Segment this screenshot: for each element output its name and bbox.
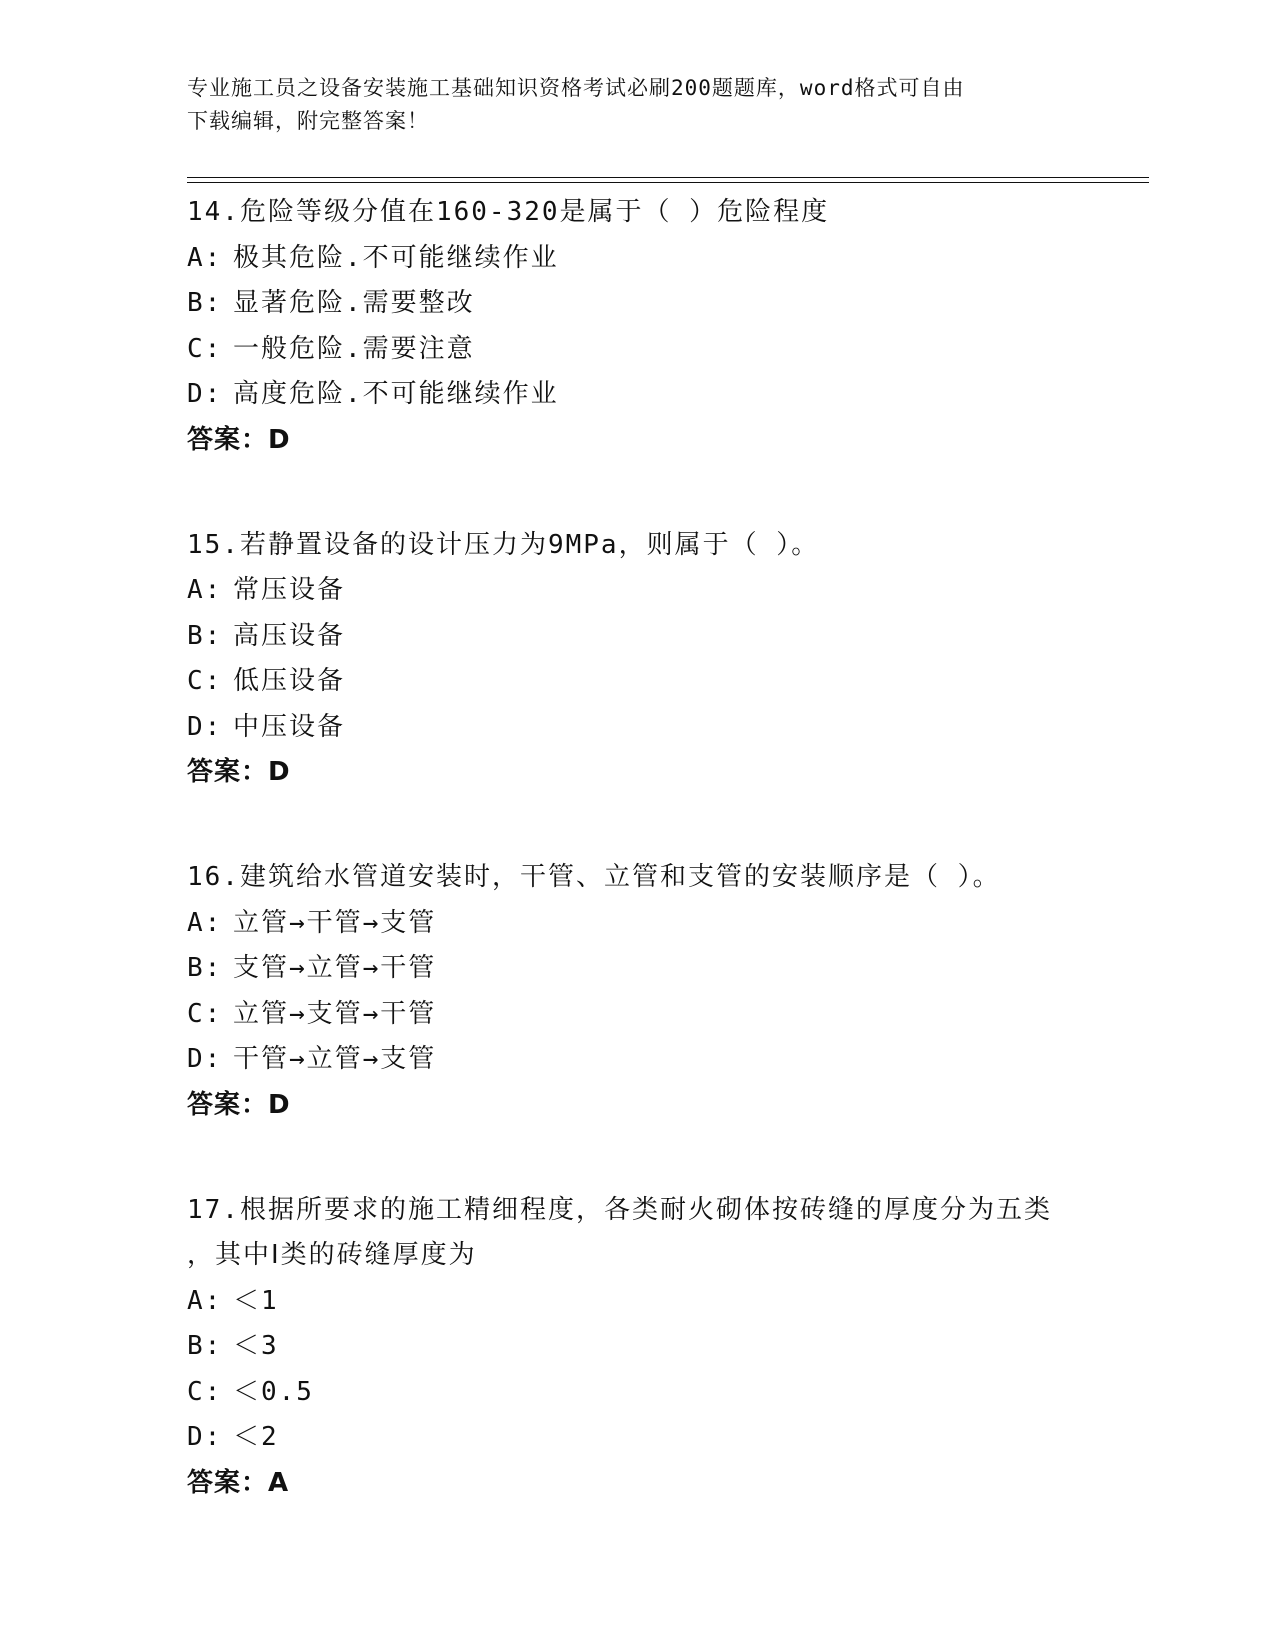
option-letter: A: <box>187 1285 223 1316</box>
option-c <box>187 1370 1147 1416</box>
question-spacer <box>187 1174 1147 1188</box>
option-c <box>187 992 1147 1038</box>
option-text: 一般危险.需要注意 <box>233 333 475 364</box>
header-divider-bottom <box>187 182 1149 183</box>
option-letter: A: <box>187 242 223 273</box>
header-line-1: 专业施工员之设备安装施工基础知识资格考试必刷200题题库，word格式可自由 <box>187 76 965 100</box>
answer-line: 答案：D <box>187 757 291 787</box>
question-15 <box>187 523 1147 796</box>
answer-line: 答案：D <box>187 1089 291 1120</box>
option-text: 支管→立管→干管 <box>233 953 437 983</box>
header-divider-top <box>187 177 1149 178</box>
option-text: 高度危险.不可能继续作业 <box>233 379 559 409</box>
option-text: 极其危险.不可能继续作业 <box>233 242 559 273</box>
option-d <box>187 1415 1147 1461</box>
option-letter: C: <box>187 666 223 696</box>
option-letter: C: <box>187 1376 223 1407</box>
answer-line: 答案：A <box>187 1467 290 1498</box>
option-letter: A: <box>187 575 223 605</box>
option-b <box>187 1324 1147 1370</box>
question-spacer <box>187 463 1147 509</box>
question-stem: 14.危险等级分值在160-320是属于（ ）危险程度 <box>187 197 830 227</box>
option-a <box>187 236 1147 282</box>
question-spacer <box>187 1128 1147 1174</box>
option-letter: C: <box>187 998 223 1029</box>
option-letter: D: <box>187 1422 223 1452</box>
option-text: 立管→支管→干管 <box>233 998 437 1029</box>
option-text: ＜3 <box>233 1331 279 1361</box>
question-14 <box>187 190 1147 463</box>
option-letter: B: <box>187 953 223 983</box>
option-b <box>187 614 1147 660</box>
question-list <box>187 190 1147 1506</box>
question-stem-continued: ，其中Ⅰ类的砖缝厚度为 <box>187 1240 477 1270</box>
question-17 <box>187 1188 1147 1507</box>
option-c <box>187 327 1147 373</box>
option-b <box>187 946 1147 992</box>
header-line-2: 下载编辑，附完整答案！ <box>187 109 429 133</box>
answer-line: 答案：D <box>187 424 291 455</box>
option-text: 干管→立管→支管 <box>233 1044 437 1074</box>
option-text: 常压设备 <box>233 575 346 605</box>
option-text: ＜2 <box>233 1422 279 1452</box>
option-text: 立管→干管→支管 <box>233 907 437 938</box>
option-letter: D: <box>187 1044 223 1074</box>
question-spacer <box>187 796 1147 842</box>
option-c <box>187 659 1147 705</box>
option-letter: B: <box>187 620 223 651</box>
option-text: 高压设备 <box>233 620 346 651</box>
option-a <box>187 1279 1147 1325</box>
option-letter: D: <box>187 379 223 409</box>
option-letter: B: <box>187 1331 223 1361</box>
option-text: ＜0.5 <box>233 1376 314 1407</box>
option-d <box>187 705 1147 751</box>
option-letter: A: <box>187 907 223 938</box>
option-text: 低压设备 <box>233 666 346 696</box>
option-d <box>187 372 1147 418</box>
question-stem: 16.建筑给水管道安装时，干管、立管和支管的安装顺序是（ ）。 <box>187 862 1001 892</box>
option-text: ＜1 <box>233 1285 279 1316</box>
option-text: 显著危险.需要整改 <box>233 288 475 318</box>
option-letter: B: <box>187 288 223 318</box>
option-b <box>187 281 1147 327</box>
question-16 <box>187 855 1147 1128</box>
option-a <box>187 901 1147 947</box>
document-header <box>187 72 1087 138</box>
question-stem: 17.根据所要求的施工精细程度，各类耐火砌体按砖缝的厚度分为五类 <box>187 1194 1052 1225</box>
question-spacer <box>187 841 1147 855</box>
option-a <box>187 568 1147 614</box>
question-spacer <box>187 509 1147 523</box>
option-letter: D: <box>187 711 223 742</box>
question-stem: 15.若静置设备的设计压力为9MPa，则属于（ ）。 <box>187 529 820 560</box>
option-d <box>187 1037 1147 1083</box>
option-letter: C: <box>187 333 223 364</box>
option-text: 中压设备 <box>233 711 346 742</box>
